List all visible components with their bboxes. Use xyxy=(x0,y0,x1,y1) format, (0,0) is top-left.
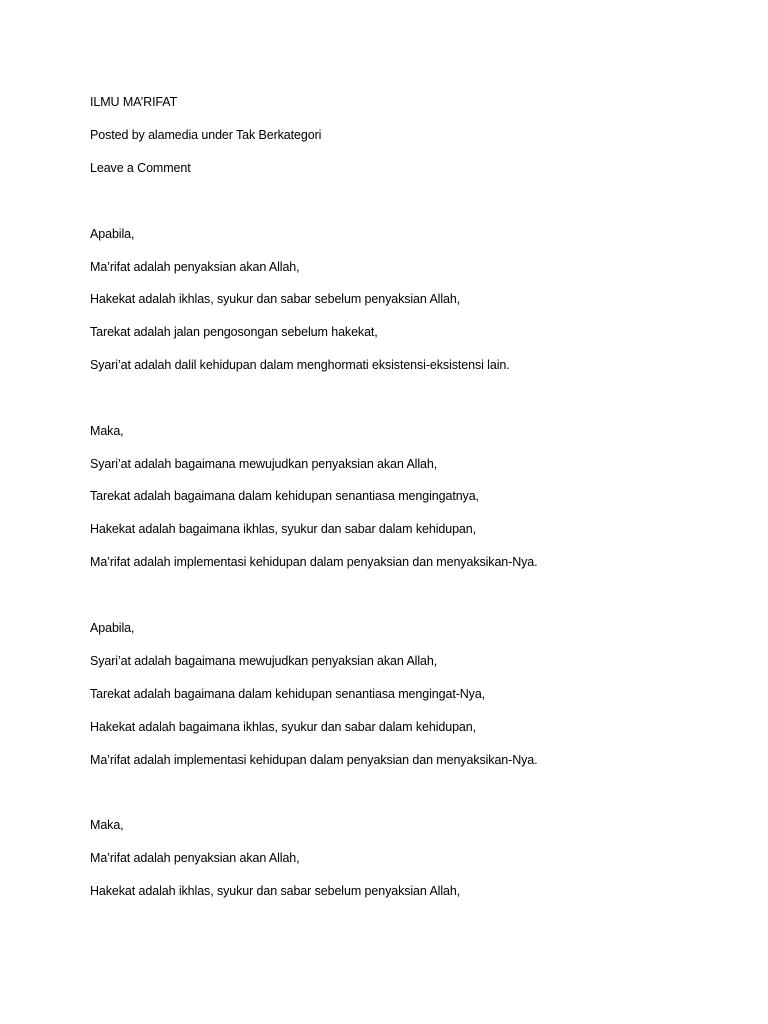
stanza-line: Hakekat adalah bagaimana ikhlas, syukur dan sabar dalam kehidupan, xyxy=(90,522,477,536)
stanza-line: Ma’rifat adalah implementasi kehidupan dalam penyaksian dan menyaksikan-Nya. xyxy=(90,753,538,767)
stanza-line: Hakekat adalah bagaimana ikhlas, syukur dan sabar dalam kehidupan, xyxy=(90,720,477,734)
leave-comment-link[interactable]: Leave a Comment xyxy=(90,161,191,175)
stanza-line: Syari’at adalah bagaimana mewujudkan penyaksian akan Allah, xyxy=(90,457,438,471)
stanza-line: Ma’rifat adalah penyaksian akan Allah, xyxy=(90,260,300,274)
stanza-intro: Maka, xyxy=(90,424,124,438)
post-meta: Posted by alamedia under Tak Berkategori xyxy=(90,128,322,142)
stanza-intro: Apabila, xyxy=(90,227,135,241)
stanza-intro: Apabila, xyxy=(90,621,135,635)
stanza-line: Syari’at adalah bagaimana mewujudkan penyaksian akan Allah, xyxy=(90,654,438,668)
stanza-line: Syari’at adalah dalil kehidupan dalam menghormati eksistensi-eksistensi lain. xyxy=(90,358,510,372)
page-title: ILMU MA’RIFAT xyxy=(90,95,178,109)
stanza-intro: Maka, xyxy=(90,818,124,832)
stanza-line: Ma’rifat adalah penyaksian akan Allah, xyxy=(90,851,300,865)
stanza-line: Ma’rifat adalah implementasi kehidupan dalam penyaksian dan menyaksikan-Nya. xyxy=(90,555,538,569)
stanza-line: Hakekat adalah ikhlas, syukur dan sabar sebelum penyaksian Allah, xyxy=(90,292,461,306)
stanza-line: Tarekat adalah bagaimana dalam kehidupan senantiasa mengingat-Nya, xyxy=(90,687,486,701)
stanza-line: Tarekat adalah jalan pengosongan sebelum hakekat, xyxy=(90,325,378,339)
stanza-line: Tarekat adalah bagaimana dalam kehidupan senantiasa mengingatnya, xyxy=(90,489,479,503)
stanza-line: Hakekat adalah ikhlas, syukur dan sabar sebelum penyaksian Allah, xyxy=(90,884,461,898)
